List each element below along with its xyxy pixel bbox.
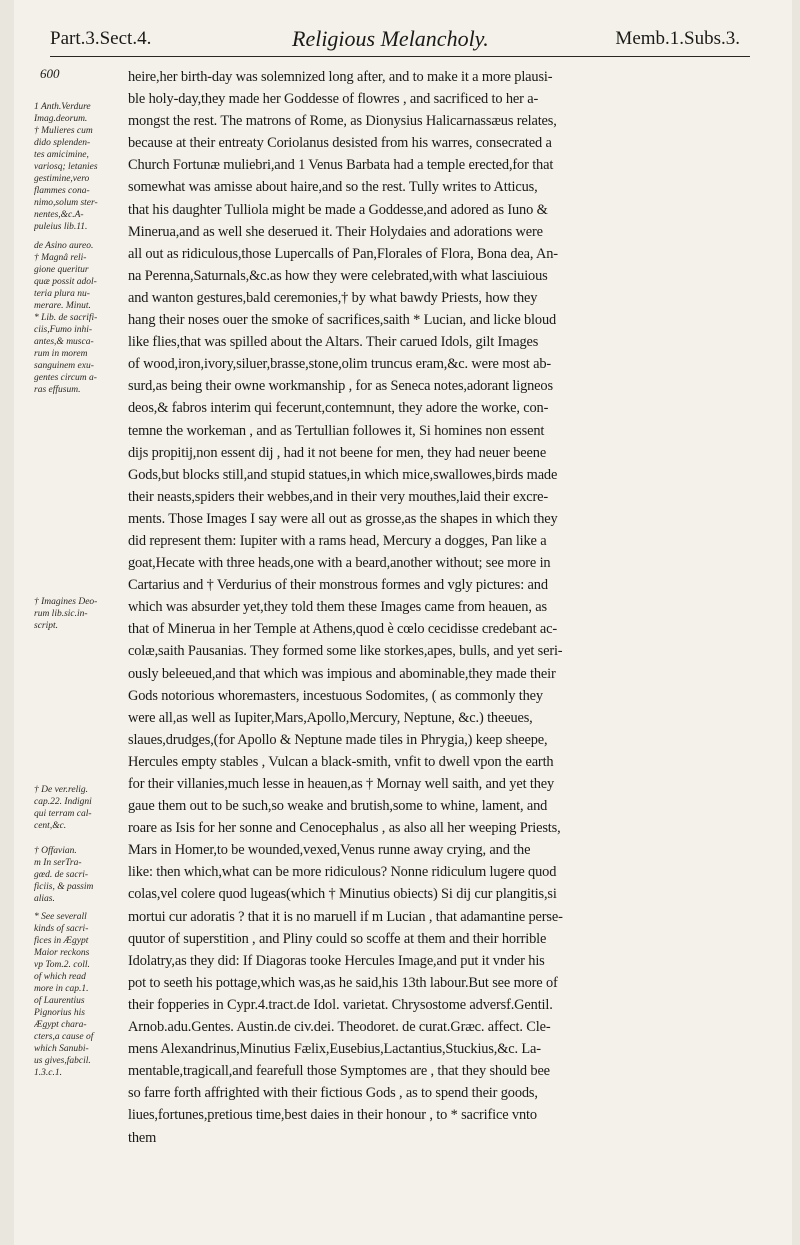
- text-line: mongst the rest. The matrons of Rome, as Dionysius Halicarnassæus relates,: [128, 113, 557, 130]
- text-line: liues,fortunes,pretious time,best daies in their honour , to * sacrifice vnto: [128, 1107, 537, 1124]
- margin-line: † Imagines Deo-: [34, 597, 98, 607]
- text-line: Mars in Homer,to be wounded,vexed,Venus runne away crying, and the: [128, 842, 531, 859]
- text-line: heire,her birth-day was solemnized long after, and to make it a more plausi-: [128, 69, 553, 85]
- text-line: gaue them out to be such,so weake and brutish,some to whine, lament, and: [128, 798, 548, 815]
- text-line: Hercules empty stables , Vulcan a black-smith, vnfit to dwell vpon the earth: [128, 753, 554, 770]
- margin-line: * See severall: [34, 912, 87, 922]
- text-line: which was absurder yet,they told them these Images came from heauen, as: [128, 599, 547, 616]
- text-line: did represent them: Iupiter with a rams head, Mercury a dogges, Pan like a: [128, 532, 547, 549]
- text-line: and wanton gestures,bald ceremonies,† by what bawdy Priests, how they: [128, 289, 538, 306]
- margin-line: Ægypt chara-: [34, 1020, 87, 1030]
- margin-line: Imag.deorum.: [34, 114, 88, 124]
- margin-line: gentes circum a-: [34, 373, 97, 383]
- text-line: like flies,that was spilled about the Altars. Their carued Idols, gilt Images: [128, 334, 539, 351]
- text-line: because at their entreaty Coriolanus desisted from his warres, consecrated a: [128, 135, 552, 152]
- margin-line: m In serTra-: [34, 858, 82, 868]
- margin-line: † Mulieres cum: [34, 126, 93, 136]
- margin-note: [34, 911, 122, 1079]
- margin-line: rum in morem: [34, 349, 88, 359]
- text-line: temne the workeman , and as Tertullian followes it, Si homines non essent: [128, 422, 545, 439]
- text-line: them: [128, 1129, 157, 1146]
- text-line: Minerua,and as well she deserued it. Their Holydaies and adorations were: [128, 223, 543, 240]
- text-line: their neasts,spiders their webbes,and in their very mouthes,laid their excre-: [128, 488, 549, 505]
- text-line: somewhat was amisse about haire,and so the rest. Tully writes to Atticus,: [128, 179, 538, 196]
- margin-line: qui terram cal-: [34, 809, 92, 819]
- margin-note: [34, 240, 122, 396]
- header-title: Religious Melancholy.: [292, 26, 489, 51]
- text-line: of wood,iron,ivory,siluer,brasse,stone,olim truncus eram,&c. were most ab-: [128, 356, 552, 373]
- margin-note: [34, 101, 122, 233]
- margin-line: gœd. de sacri-: [34, 870, 89, 880]
- text-line: na Perenna,Saturnals,&c.as how they were celebrated,with what lasciuious: [128, 267, 548, 284]
- text-line: mens Alexandrinus,Minutius Fælix,Eusebius,Lactantius,Stuckius,&c. La-: [128, 1041, 541, 1058]
- margin-line: cters,a cause of: [34, 1032, 94, 1042]
- margin-line: rum lib.sic.in-: [34, 609, 88, 619]
- margin-line: gione queritur: [34, 265, 89, 275]
- text-line: mentable,tragicall,and fearefull those Symptomes are , that they should bee: [128, 1063, 550, 1080]
- margin-line: ficiis, & passim: [34, 882, 94, 892]
- margin-line: nimo,solum ster-: [34, 198, 98, 208]
- text-line: for their villanies,much lesse in heauen,as † Mornay well saith, and yet they: [128, 776, 555, 792]
- margin-note: [34, 596, 122, 632]
- margin-line: * Lib. de sacrifi-: [34, 313, 98, 323]
- margin-line: more in cap.1.: [34, 984, 89, 994]
- margin-line: de Asino aureo.: [34, 241, 94, 251]
- text-line: that of Minerua in her Temple at Athens,quod è cœlo cecidisse credebant ac-: [128, 621, 558, 638]
- margin-line: Maior reckons: [34, 948, 90, 958]
- text-line: Church Fortunæ muliebri,and 1 Venus Barbata had a temple erected,for that: [128, 157, 554, 174]
- margin-line: sanguinem exu-: [34, 361, 94, 371]
- margin-line: merare. Minut.: [34, 301, 91, 311]
- text-line: so farre forth affrighted with their fictious Gods , as to spend their goods,: [128, 1085, 538, 1102]
- text-line: dijs propitij,non essent dij , had it not beene for men, they had neuer beene: [128, 444, 547, 461]
- margin-line: which Sanubi-: [34, 1044, 89, 1054]
- margin-line: quæ possit adol-: [34, 277, 97, 287]
- margin-line: tes amicimine,: [34, 150, 89, 160]
- margin-line: puleius lib.11.: [34, 222, 88, 232]
- body-text: [128, 66, 768, 1171]
- text-line: Cartarius and † Verdurius of their monstrous formes and vgly pictures: and: [128, 577, 548, 594]
- text-line: ously beleeued,and that which was impious and abominable,they made their: [128, 665, 556, 682]
- text-line: Gods,but blocks still,and stupid statues,in which mice,swallowes,birds made: [128, 466, 558, 483]
- header-rule: [50, 56, 750, 57]
- margin-line: Pignorius his: [34, 1008, 85, 1018]
- page-number: 600: [40, 66, 60, 81]
- margin-line: nentes,&c.A-: [34, 210, 84, 220]
- text-line: their fopperies in Cypr.4.tract.de Idol. varietat. Chrysostome adversf.Gentil.: [128, 996, 553, 1013]
- text-line: ments. Those Images I say were all out as grosse,as the shapes in which they: [128, 510, 558, 527]
- text-line: hang their noses ouer the smoke of sacrifices,saith * Lucian, and licke bloud: [128, 312, 557, 329]
- text-line: deos,& fabros interim qui fecerunt,contemnunt, they adore the worke, con-: [128, 400, 549, 417]
- margin-line: of Laurentius: [34, 996, 85, 1006]
- text-line: surd,as being their owne workmanship , for as Seneca notes,adorant ligneos: [128, 378, 553, 395]
- margin-line: † Magnâ reli-: [34, 253, 87, 263]
- margin-line: flammes cona-: [34, 186, 90, 196]
- text-line: ble holy-day,they made her Goddesse of flowres , and sacrificed to her a-: [128, 91, 539, 108]
- margin-line: 1 Anth.Verdure: [34, 102, 91, 112]
- text-line: colas,vel colere quod lugeas(which † Minutius obiects) Si dij cur plangitis,si: [128, 886, 557, 903]
- catchword: [128, 1149, 768, 1171]
- margin-note: [34, 845, 122, 905]
- margin-line: cap.22. Indigni: [34, 797, 92, 807]
- header-memb: Memb.1.Subs.3.: [615, 28, 740, 49]
- text-line: that his daughter Tulliola might be made a Goddesse,and adored as Iuno &: [128, 201, 548, 218]
- text-line: Gods notorious whoremasters, incestuous Sodomites, ( as commonly they: [128, 687, 543, 704]
- margin-line: ciis,Fumo inhi-: [34, 325, 93, 335]
- margin-line: dido splenden-: [34, 138, 91, 148]
- margin-line: ras effusum.: [34, 385, 81, 395]
- margin-line: antes,& musca-: [34, 337, 94, 347]
- running-header: [50, 26, 740, 54]
- margin-line: † De ver.relig.: [34, 785, 88, 795]
- margin-line: alias.: [34, 894, 55, 904]
- margin-line: vp Tom.2. coll.: [34, 960, 90, 970]
- margin-line: † Offavian.: [34, 846, 77, 856]
- text-line: quutor of superstition , and Pliny could so scoffe at them and their horrible: [128, 930, 547, 947]
- text-line: pot to seeth his pottage,which was,as he said,his 13th labour.But see more of: [128, 974, 558, 991]
- book-page: [14, 0, 792, 1245]
- header-part: Part.3.Sect.4.: [50, 28, 152, 49]
- margin-line: us gives,fabcil.: [34, 1056, 91, 1066]
- text-line: roare as Isis for her sonne and Cenocephalus , as also all her weeping Priests,: [128, 820, 561, 837]
- margin-line: script.: [34, 621, 59, 631]
- margin-line: 1.3.c.1.: [34, 1068, 62, 1078]
- text-line: were all,as well as Iupiter,Mars,Apollo,Mercury, Neptune, &c.) theeues,: [128, 709, 533, 726]
- text-line: like: then which,what can be more ridiculous? Nonne ridiculum lugere quod: [128, 864, 557, 881]
- text-line: Arnob.adu.Gentes. Austin.de civ.dei. Theodoret. de curat.Græc. affect. Cle-: [128, 1019, 551, 1036]
- margin-line: cent,&c.: [34, 821, 67, 831]
- text-line: all out as ridiculous,those Lupercalls of Pan,Florales of Flora, Bona dea, An-: [128, 245, 558, 262]
- margin-line: variosq; letanies: [34, 162, 98, 172]
- margin-line: teria plura nu-: [34, 289, 90, 299]
- text-line: Idolatry,as they did: If Diagoras tooke Hercules Image,and put it vnder his: [128, 952, 545, 969]
- margin-note: [34, 784, 122, 832]
- margin-line: fices in Ægypt: [34, 936, 89, 946]
- text-line: slaues,drudges,(for Apollo & Neptune made tiles in Phrygia,) keep sheepe,: [128, 731, 548, 748]
- margin-line: of which read: [34, 972, 86, 982]
- margin-line: kinds of sacri-: [34, 924, 89, 934]
- text-line: mortui cur adoratis ? that it is no maruell if m Lucian , that adamantine perse-: [128, 908, 563, 925]
- text-line: goat,Hecate with three heads,one with a beard,another without; see more in: [128, 555, 551, 572]
- margin-line: gestimine,vero: [34, 174, 90, 184]
- text-line: colæ,saith Pausanias. They formed some like storkes,apes, bulls, and yet seri-: [128, 643, 563, 660]
